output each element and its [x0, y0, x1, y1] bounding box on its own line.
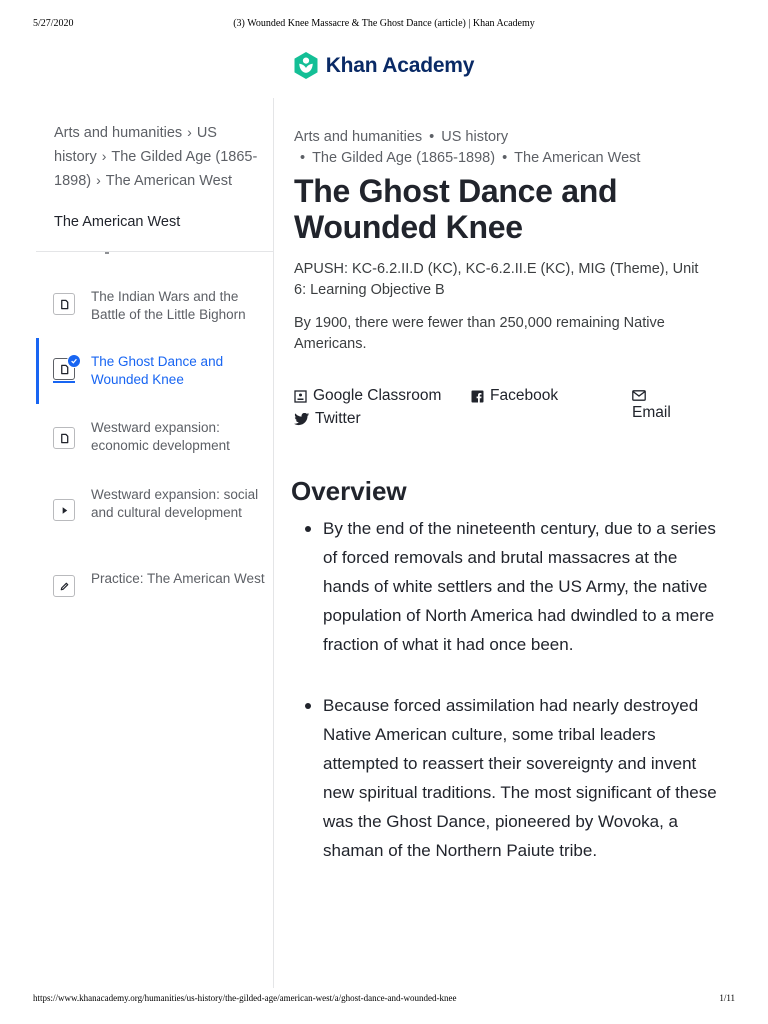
sidebar-item-label: Practice: The American West: [91, 571, 265, 586]
sidebar-crumb-us-history[interactable]: US history: [54, 125, 217, 165]
article-title: The Ghost Dance and Wounded Knee: [294, 173, 618, 245]
article-standards: APUSH: KC‑6.2.II.D (KC), KC‑6.2.II.E (KC), MIG (Theme), Unit 6: Learning Objective B: [294, 261, 699, 298]
sidebar-item-label: The Ghost Dance and Wounded Knee: [91, 354, 224, 387]
bullet-separator: •: [502, 150, 508, 166]
sidebar-item-label: Westward expansion: economic development: [91, 420, 230, 453]
share-twitter-button[interactable]: [294, 410, 361, 428]
print-page-title: (3) Wounded Knee Massacre & The Ghost Dance (article) | Khan Academy: [233, 18, 535, 29]
crumb-gilded-age[interactable]: The Gilded Age (1865-1898): [312, 150, 496, 166]
chevron-right-icon: ›: [96, 172, 101, 188]
overview-heading: Overview: [291, 476, 407, 506]
share-facebook-label: Facebook: [490, 387, 559, 404]
active-indicator: [36, 338, 39, 404]
share-email-button[interactable]: [632, 387, 671, 422]
article-description: By 1900, there were fewer than 250,000 remaining Native Americans.: [294, 315, 665, 352]
crumb-arts[interactable]: Arts and humanities: [294, 129, 423, 145]
sidebar-breadcrumb: [54, 121, 259, 193]
sidebar-crumb-gilded-age[interactable]: The Gilded Age (1865-1898): [54, 149, 258, 189]
google-classroom-icon: [294, 390, 307, 403]
share-twitter-label: Twitter: [315, 410, 361, 427]
article-icon: [53, 293, 75, 315]
video-play-icon: [53, 499, 75, 521]
bullet-separator: •: [429, 129, 435, 145]
facebook-icon: [471, 390, 484, 403]
completed-check-icon: [67, 354, 81, 368]
email-icon: [632, 390, 646, 401]
sidebar-divider: [36, 251, 273, 252]
sidebar-item-indian-wars[interactable]: [36, 288, 273, 328]
crumb-us-history[interactable]: US history: [441, 129, 509, 145]
share-google-classroom-button[interactable]: [294, 387, 441, 405]
active-icon-underline: [53, 381, 75, 383]
article-icon: [53, 427, 75, 449]
print-page-number: 1/11: [719, 993, 735, 1003]
sidebar-item-westward-economic[interactable]: [36, 419, 273, 459]
bullet-separator: •: [300, 150, 306, 166]
sidebar-crumb-arts[interactable]: Arts and humanities: [54, 125, 183, 141]
share-email-label: Email: [632, 404, 671, 421]
sidebar-current-unit: The American West: [54, 214, 181, 230]
sidebar-scroll-cutoff: [96, 249, 136, 255]
chevron-right-icon: ›: [101, 148, 107, 164]
sidebar-item-practice[interactable]: [36, 570, 273, 610]
khan-academy-logo[interactable]: [0, 52, 768, 79]
print-date: 5/27/2020: [33, 18, 74, 29]
share-google-classroom-label: Google Classroom: [313, 387, 442, 404]
twitter-icon: [294, 413, 309, 426]
crumb-american-west[interactable]: The American West: [514, 150, 641, 166]
khan-academy-logo-icon: [294, 52, 318, 79]
share-facebook-button[interactable]: [471, 387, 558, 405]
sidebar-item-ghost-dance[interactable]: [36, 338, 273, 404]
overview-list: [300, 514, 720, 865]
sidebar-item-label: Westward expansion: social and cultural development: [91, 487, 259, 520]
chevron-right-icon: ›: [187, 124, 192, 140]
sidebar-crumb-american-west[interactable]: The American West: [105, 173, 233, 189]
pencil-icon: [53, 575, 75, 597]
print-url: https://www.khanacademy.org/humanities/us-history/the-gilded-age/american-west/a/ghost-dance-and-wounded-knee: [33, 993, 457, 1003]
overview-bullet: Because forced assimilation had nearly destroyed Native American culture, some tribal leaders attempted to reassert their sovereignty and invent new spiritual traditions. The most significant of these was the Ghost Dance, pioneered by Wovoka, a shaman of the Northern Paiute tribe.: [300, 691, 720, 865]
overview-bullet: By the end of the nineteenth century, due to a series of forced removals and brutal massacres at the hands of white settlers and the US Army, the native population of North America had dwindled to a mere fraction of what it had once been.: [300, 514, 720, 659]
logo-text: Khan Academy: [325, 53, 475, 77]
content-divider: [273, 98, 274, 988]
sidebar-item-westward-social[interactable]: [36, 486, 273, 542]
sidebar-item-label: The Indian Wars and the Battle of the Little Bighorn: [91, 289, 246, 322]
article-breadcrumb: [294, 127, 714, 169]
